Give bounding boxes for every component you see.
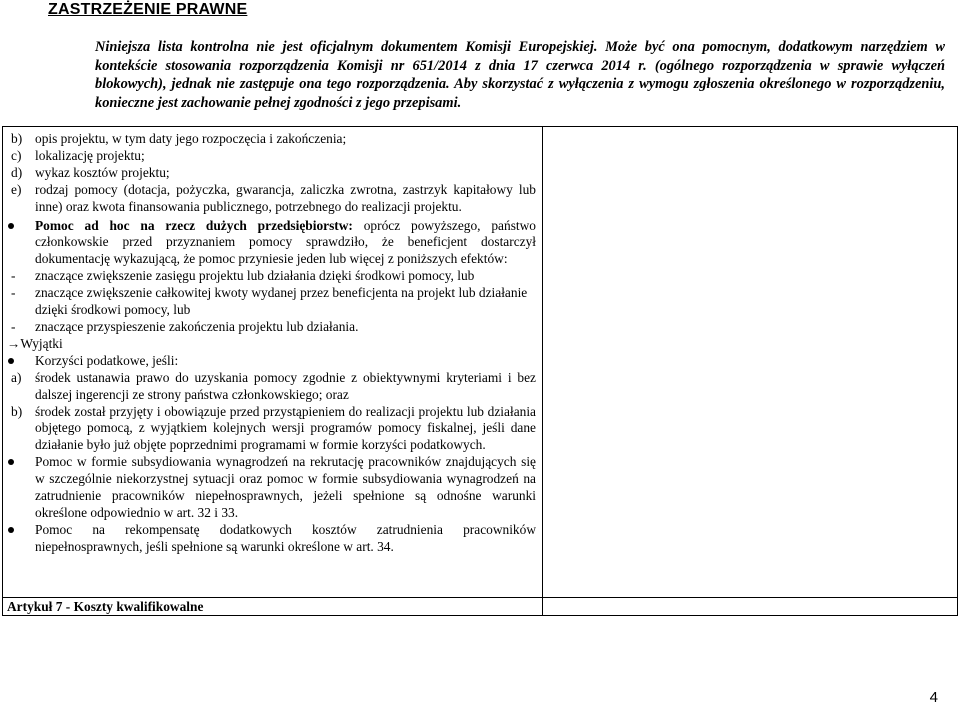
list-item xyxy=(7,370,536,404)
requirements-cell xyxy=(7,131,536,556)
adhoc-text: oprócz powyższego, państwo członkowskie przed przyznaniem pomocy sprawdziło, że beneficjent dostarczył dokumentację wykazującą, że pomoc przyniesie jeden lub więcej z poniższych efektów: xyxy=(35,217,536,267)
list-item-label: a) xyxy=(11,369,22,385)
column-divider xyxy=(542,127,543,615)
list-item-label: d) xyxy=(11,164,23,180)
disclaimer-heading: ZASTRZEŻENIE PRAWNE xyxy=(48,1,248,18)
list-item-label: b) xyxy=(11,131,23,146)
dash-icon: - xyxy=(11,285,16,301)
disclaimer-paragraph-2: Aby skorzystać z wyłączenia z wymogu zgłoszenia określonego w rozporządzeniu, konieczne jest zachowanie pełnej zgodności z jego przepisami. xyxy=(95,76,945,111)
adhoc-bullet xyxy=(7,218,536,269)
list-item-label: c) xyxy=(11,147,22,163)
adhoc-title: Pomoc ad hoc na rzecz dużych przedsiębiorstw: xyxy=(35,217,353,233)
dash-item-text: znaczące zwiększenie całkowitej kwoty wydanej przez beneficjenta na projekt lub działanie dzięki środkowi pomocy, lub xyxy=(35,285,528,318)
disclaimer-paragraph-1: Niniejsza lista kontrolna nie jest oficjalnym dokumentem Komisji Europejskiej. Może być ona pomocnym, dodatkowym narzędziem w kontekście stosowania rozporządzenia Komisji nr 651/2014 z dnia 17 czerwca 2014 r. (ogólnego rozporządzenia w sprawie wyłączeń blokowych), jednak nie zastępuje ona tego rozporządzenia. xyxy=(95,39,945,93)
tax-bullet xyxy=(7,353,536,370)
dash-item-text: znaczące zwiększenie zasięgu projektu lub działania dzięki środkowi pomocy, lub xyxy=(35,268,475,284)
row-divider xyxy=(3,597,957,598)
list-item-text: opis projektu, w tym daty jego rozpoczęcia i zakończenia; xyxy=(35,131,347,146)
bullet-icon xyxy=(8,358,14,364)
exceptions-heading xyxy=(7,336,536,353)
dash-icon: - xyxy=(11,318,16,334)
wage-subsidy-bullet xyxy=(7,454,536,522)
list-item xyxy=(7,165,536,182)
arrow-icon: → xyxy=(7,335,21,351)
wage-subsidy-text: Pomoc w formie subsydiowania wynagrodzeń na rekrutację pracowników znajdujących się w szczególnie niekorzystnej sytuacji oraz pomoc w formie subsydiowania wynagrodzeń na zatrudnienie pracowników niepełnosprawnych, jeżeli spełnione są odnośne warunki określone odpowiednio w art. 32 i 33. xyxy=(35,454,536,520)
list-item-text: rodzaj pomocy (dotacja, pożyczka, gwarancja, zaliczka zwrotna, zastrzyk kapitałowy lub inne) oraz kwota finansowania publicznego, potrzebnego do realizacji projektu. xyxy=(35,181,536,214)
list-item xyxy=(7,131,536,148)
dash-item xyxy=(7,319,536,336)
list-item-text: środek ustanawia prawo do uzyskania pomocy zgodnie z obiektywnymi kryteriami i bez dalszej ingerencji ze strony państwa członkowskiego; oraz xyxy=(35,369,536,402)
list-item-label: e) xyxy=(11,181,22,197)
list-item-text: lokalizację projektu; xyxy=(35,147,145,163)
checklist-table xyxy=(2,126,958,616)
compensation-text: Pomoc na rekompensatę dodatkowych kosztów zatrudnienia pracowników niepełnosprawnych, jeśli spełnione są warunki określone w art. 34. xyxy=(35,521,536,554)
disclaimer-text xyxy=(95,38,945,112)
exceptions-label: Wyjątki xyxy=(20,335,63,351)
bullet-icon xyxy=(8,223,14,229)
list-item-text: środek został przyjęty i obowiązuje przed przystąpieniem do realizacji projektu lub działania objętego pomocą, z wyjątkiem kolejnych wersji programów pomocy fiskalnej, jeśli dane działanie było już objęte poprzednimi programami w formie korzyści podatkowych. xyxy=(35,403,536,453)
dash-icon: - xyxy=(11,268,16,284)
article-title: Artykuł 7 - Koszty kwalifikowalne xyxy=(7,599,204,614)
bullet-icon xyxy=(8,527,14,533)
dash-item xyxy=(7,268,536,285)
list-item-label: b) xyxy=(11,403,23,419)
page-number: 4 xyxy=(929,689,938,706)
list-item xyxy=(7,404,536,455)
list-item xyxy=(7,148,536,165)
list-item-text: wykaz kosztów projektu; xyxy=(35,164,170,180)
list-item xyxy=(7,182,536,216)
bullet-icon xyxy=(8,459,14,465)
dash-item-text: znaczące przyspieszenie zakończenia projektu lub działania. xyxy=(35,318,359,334)
tax-intro: Korzyści podatkowe, jeśli: xyxy=(35,352,179,368)
dash-item xyxy=(7,285,536,319)
compensation-bullet xyxy=(7,522,536,556)
